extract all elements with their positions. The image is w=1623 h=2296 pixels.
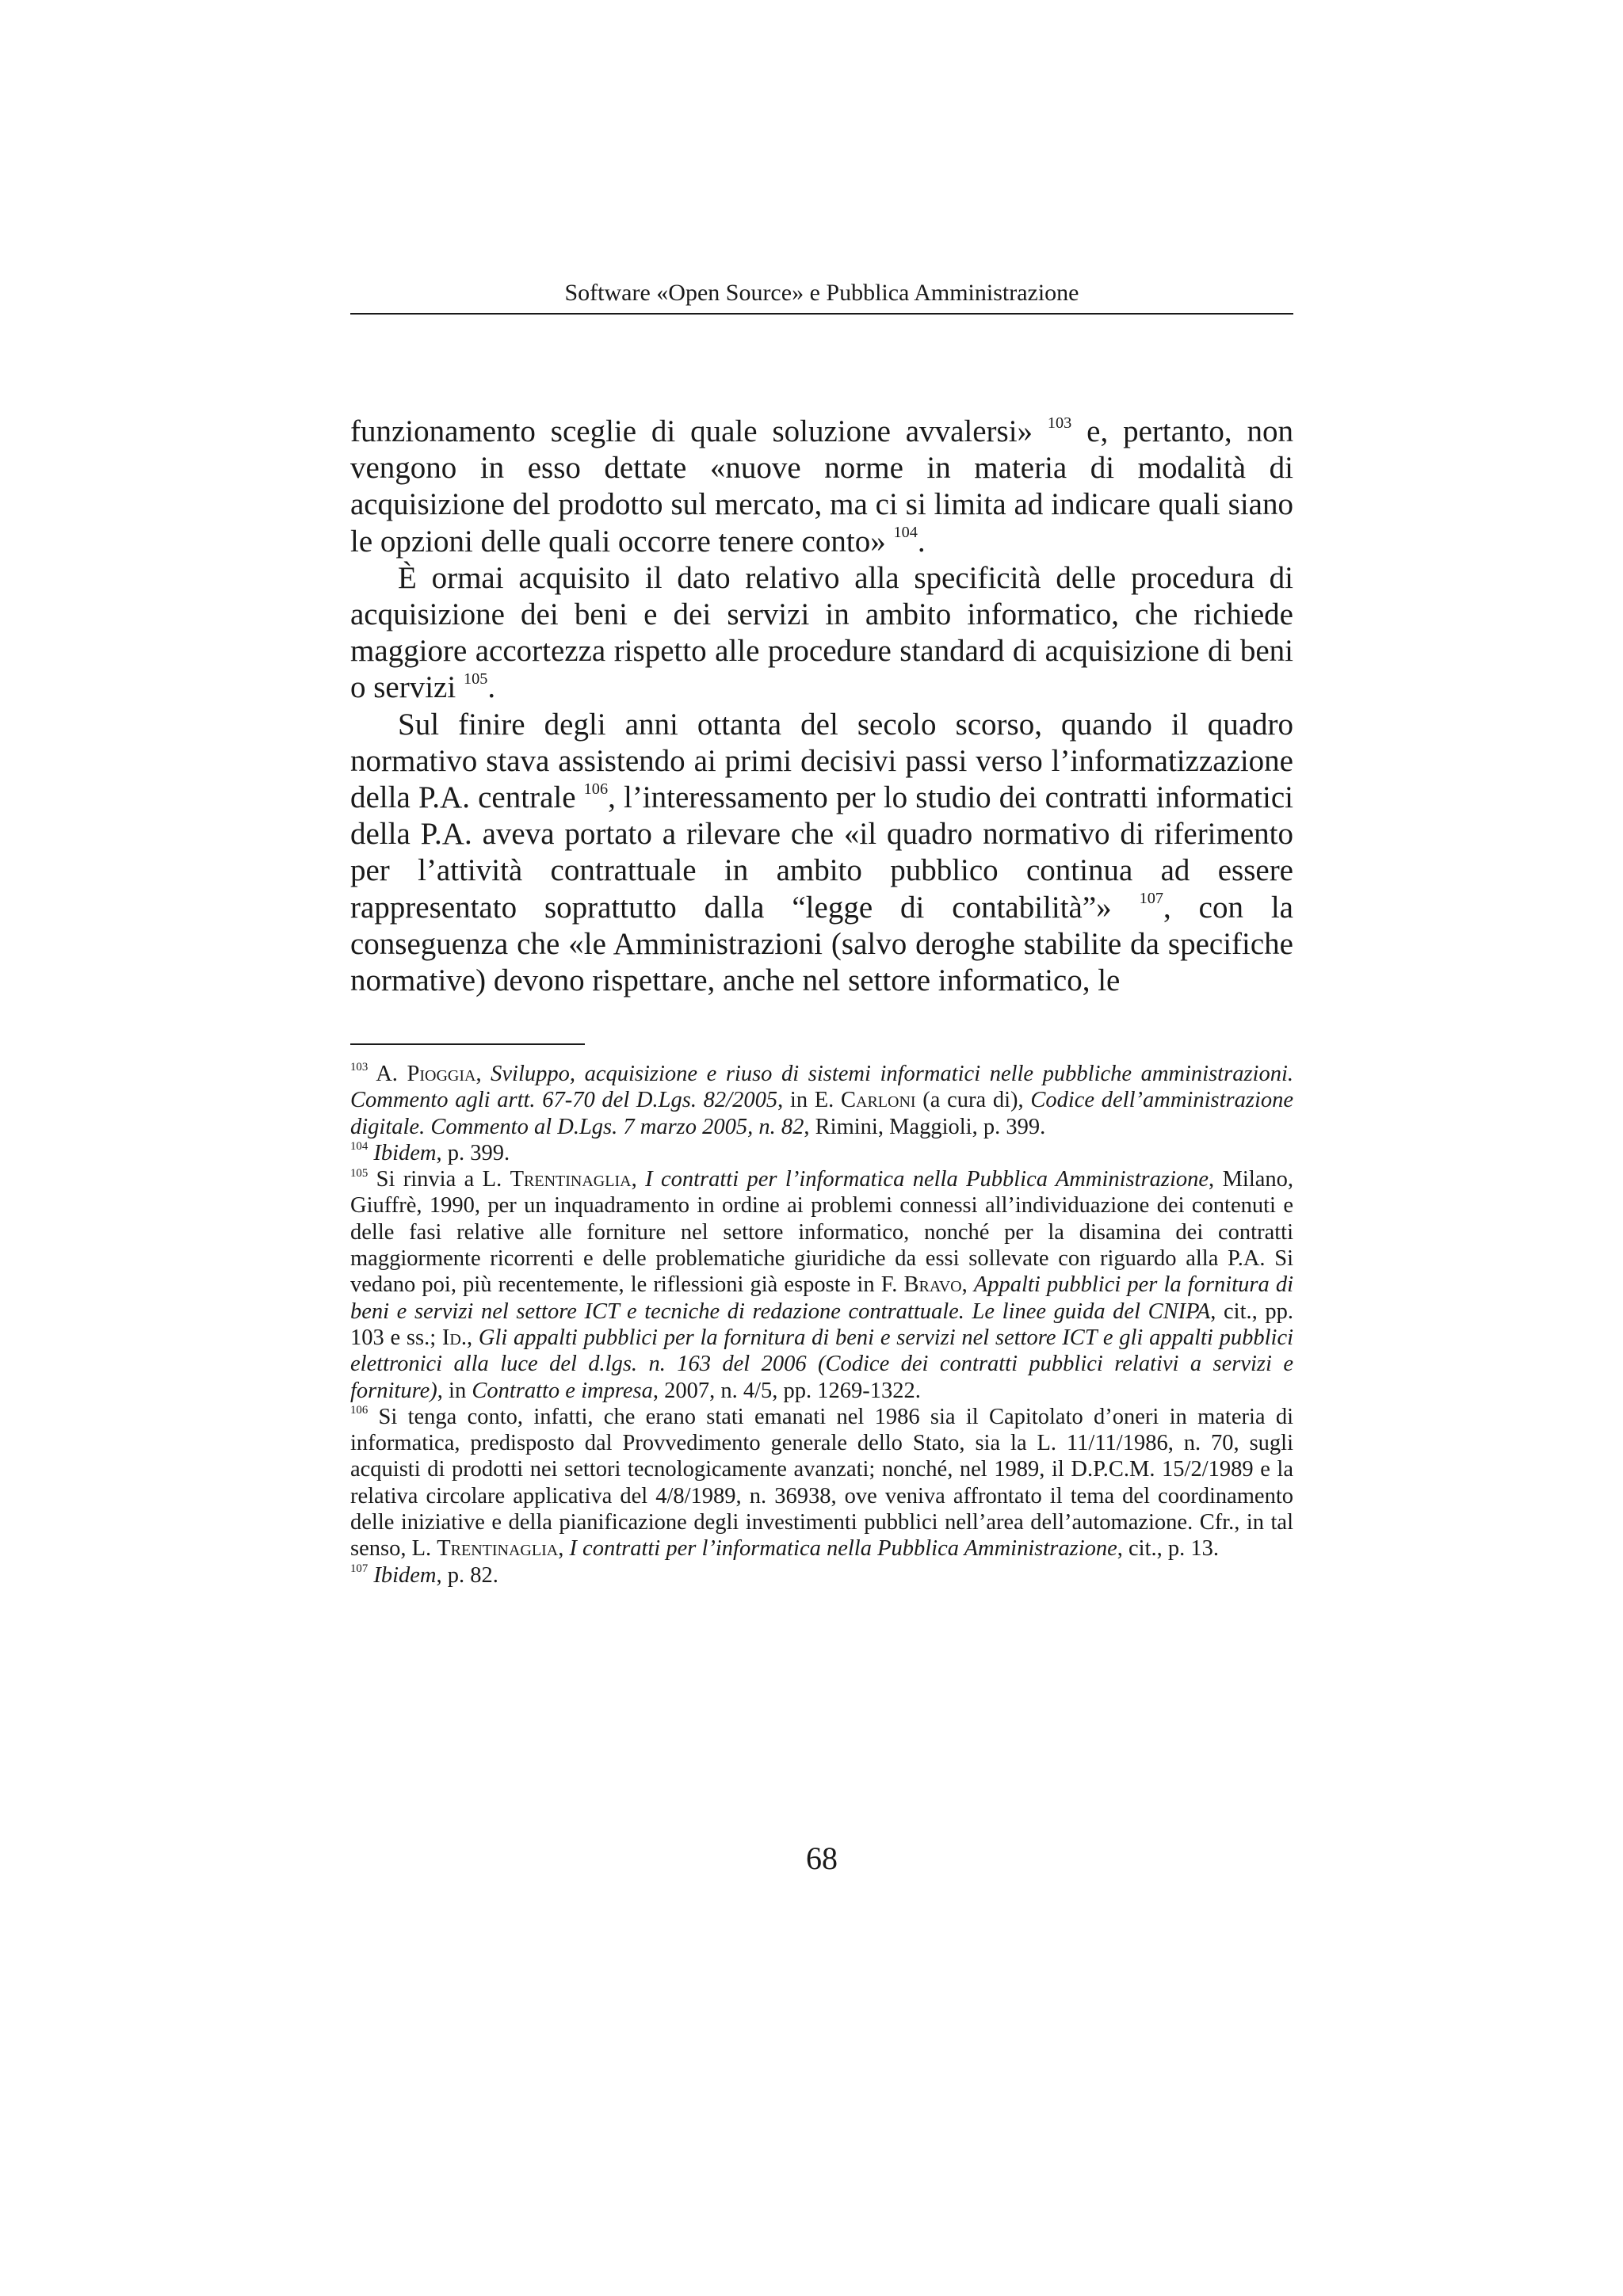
footnote-separator <box>350 1043 585 1045</box>
header-rule <box>350 313 1293 315</box>
footnote-ref-103[interactable]: 103 <box>1047 414 1072 432</box>
page-number: 68 <box>806 1840 838 1876</box>
main-text <box>350 414 1293 999</box>
paragraph-2: È ormai acquisito il dato relativo alla specificità delle procedura di acquisizione dei beni e dei servizi in ambito informatico, che richiede maggiore accortezza rispetto alle procedure standard di acquisizione di beni o servizi $^{105}$. <box>350 560 1293 705</box>
footnote-105: $^{105}$ Si rinvia a L. Trentinaglia, I contratti per l’informatica nella Pubblica Amministrazione, Milano, Giuffrè, 1990, per un inquadramento in ordine ai problemi connessi all’individuazione dei contenuti e delle fasi relative alle forniture nel settore informatico, nonché per la disamina dei contratti maggiormente ricorrenti e delle problematiche giuridiche da essi sollevate con riguardo alla P.A. Si vedano poi, più recentemente, le riflessioni già esposte in F. Bravo, Appalti pubblici per la fornitura di beni e servizi nel settore ICT e tecniche di redazione contrattuale. Le linee guida del CNIPA, cit., pp. 103 e ss.; Id., Gli appalti pubblici per la fornitura di beni e servizi nel settore ICT e gli appalti pubblici elettronici alla luce del d.lgs. n. 163 del 2006 (Codice dei contratti pubblici relativi a servizi e forniture), in Contratto e impresa, 2007, n. 4/5, pp. 1269-1322. <box>350 1166 1294 1403</box>
footnote-107: $^{107}$ Ibidem, p. 82. <box>350 1562 498 1588</box>
paragraph-1: funzionamento sceglie di quale soluzione avvalersi» $^{103}$ e, pertanto, non vengono in esso dettate «nuove norme in materia di modalità di acquisizione del prodotto sul mercato, ma ci si limita ad indicare quali siano le opzioni delle quali occorre tenere conto» $^{104}$. <box>350 414 1293 559</box>
footnote-ref-107[interactable]: 107 <box>1139 890 1163 908</box>
footnote-106: $^{106}$ Si tenga conto, infatti, che erano stati emanati nel 1986 sia il Capitolato d’oneri in materia di informatica, predisposto dal Provvedimento generale dello Stato, sia la L. 11/11/1986, n. 70, sugli acquisti di prodotti nei settori tecnologicamente avanzati; nonché, nel 1989, il D.P.C.M. 15/2/1989 e la relativa circolare applicativa del 4/8/1989, n. 36938, ove veniva affrontato il tema del coordinamento delle iniziative e della pianificazione degli investimenti pubblici nell’area dell’automazione. Cfr., in tal senso, L. Trentinaglia, I contratti per l’informatica nella Pubblica Amministrazione, cit., p. 13. <box>350 1404 1293 1562</box>
footnote-ref-106[interactable]: 106 <box>583 780 609 798</box>
footnote-ref-105[interactable]: 105 <box>463 670 488 688</box>
footnote-ref-104[interactable]: 104 <box>893 524 918 542</box>
paragraph-3: Sul finire degli anni ottanta del secolo scorso, quando il quadro normativo stava assistendo ai primi decisivi passi verso l’informatizzazione della P.A. centrale $^{106}$, l’interessamento per lo studio dei contratti informatici della P.A. aveva portato a rilevare che «il quadro normativo di riferimento per l’attività contrattuale in ambito pubblico continua ad essere rappresentato soprattutto dalla “legge di contabilità”» $^{107}$, con la conseguenza che «le Amministrazioni (salvo deroghe stabilite da specifiche normative) devono rispettare, anche nel settore informatico, le <box>350 707 1293 998</box>
footnote-104: $^{104}$ Ibidem, p. 399. <box>350 1140 510 1165</box>
footnotes <box>350 1061 1293 1589</box>
footnote-103: $^{103}$ A. Pioggia, Sviluppo, acquisizione e riuso di sistemi informatici nelle pubbliche amministrazioni. Commento agli artt. 67-70 del D.Lgs. 82/2005, in E. Carloni (a cura di), Codice dell’amministrazione digitale. Commento al D.Lgs. 7 marzo 2005, n. 82, Rimini, Maggioli, p. 399. <box>350 1061 1294 1139</box>
running-header: Software «Open Source» e Pubblica Amministrazione <box>564 280 1079 306</box>
